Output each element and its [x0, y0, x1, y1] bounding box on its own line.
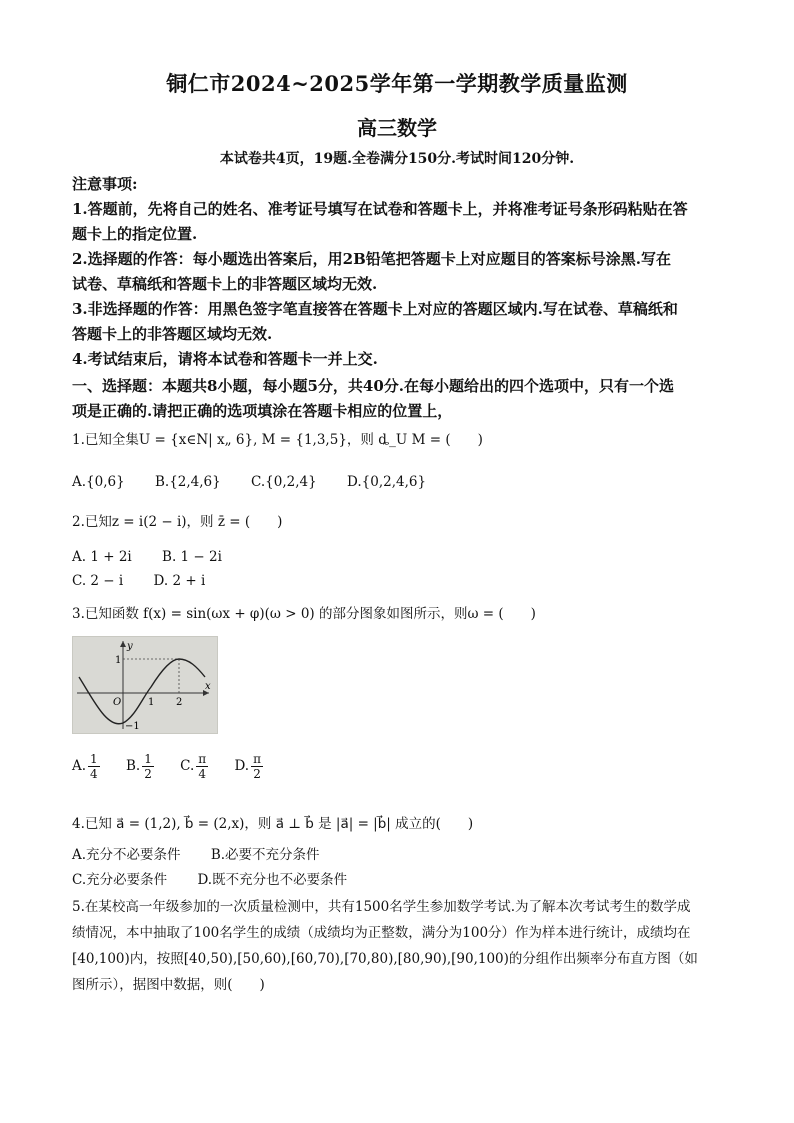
exam-info: 本试卷共4页，19题.全卷满分150分.考试时间120分钟. — [219, 151, 575, 167]
graph-label-x: x — [205, 681, 211, 692]
denominator: 4 — [90, 767, 98, 781]
question-4-stem: 4.已知 a⃗ = (1,2), b⃗ = (2,x)，则 a⃗ ⊥ b⃗ 是 |a⃗| = |b⃗| 成立的( ) — [72, 816, 474, 832]
option-c: C.充分必要条件 — [72, 872, 168, 888]
question-5-line: 绩情况，本中抽取了100名学生的成绩（成绩均为正整数，满分为100分）作为样本进行统计，成绩均在 — [72, 925, 691, 941]
denominator: 4 — [198, 767, 207, 781]
option-a — [72, 752, 100, 781]
fraction — [142, 752, 154, 781]
question-2-options-row2 — [72, 569, 231, 593]
graph-label-x2: 2 — [176, 697, 183, 708]
sine-graph-figure — [72, 636, 218, 734]
note-line: 4.考试结束后，请将本试卷和答题卡一并上交. — [72, 350, 378, 368]
fraction — [251, 752, 263, 781]
option-letter: D. — [234, 758, 250, 774]
option-b — [126, 752, 154, 781]
question-5-stem — [72, 894, 752, 998]
option-b: B.{2,4,6} — [155, 474, 221, 490]
numerator: 1 — [144, 752, 152, 766]
notes-section — [72, 172, 732, 424]
graph-label-x1: 1 — [148, 697, 155, 708]
option-c — [180, 752, 208, 781]
question-4-options-row2 — [72, 868, 373, 892]
question-3-options — [72, 752, 285, 781]
graph-label-y-min: −1 — [125, 721, 140, 732]
question-2-stem: 2.已知z = i(2 − i)，则 z̄ = ( ) — [72, 514, 283, 530]
question-5-line: 图所示），据图中数据，则( ) — [72, 977, 265, 993]
question-1-stem: 1.已知全集U = {x∈N| x„ 6}, M = {1,3,5}，则 ȡ_U M = ( ) — [72, 432, 483, 448]
question-2-options-row1 — [72, 545, 248, 569]
question-4-options-row1 — [72, 843, 346, 867]
question-3-stem: 3.已知函数 f(x) = sin(ωx + φ)(ω > 0) 的部分图象如图所示，则ω = ( ) — [72, 606, 536, 622]
note-line: 答题卡上的非答题区域均无效. — [72, 325, 273, 343]
option-letter: C. — [180, 758, 195, 774]
exam-subject: 高三数学 — [357, 116, 437, 140]
denominator: 2 — [144, 767, 152, 781]
note-line: 2.选择题的作答：每小题选出答案后，用2B铅笔把答题卡上对应题目的答案标号涂黑.写在 — [72, 250, 672, 268]
option-b: B.必要不充分条件 — [210, 847, 320, 863]
option-d: D. 2 + i — [153, 573, 206, 589]
graph-label-y: y — [127, 641, 133, 652]
option-d — [234, 752, 263, 781]
denominator: 2 — [253, 767, 261, 781]
option-c: C. 2 − i — [72, 573, 124, 589]
graph-label-y-max: 1 — [115, 655, 122, 666]
fraction — [196, 752, 208, 781]
option-d: D.{0,2,4,6} — [347, 474, 427, 490]
numerator: π — [253, 752, 261, 766]
section-heading-line: 项是正确的.请把正确的选项填涂在答题卡相应的位置上， — [72, 402, 453, 420]
option-a: A.{0,6} — [72, 474, 125, 490]
sine-graph-svg — [73, 637, 217, 733]
option-a: A. 1 + 2i — [72, 549, 132, 565]
section-heading-line: 一、选择题：本题共8小题，每小题5分，共40分.在每小题给出的四个选项中，只有一个选 — [72, 377, 674, 395]
numerator: π — [198, 752, 207, 766]
option-a: A.充分不必要条件 — [72, 847, 181, 863]
graph-label-origin: O — [113, 697, 122, 708]
question-5-line: [40,100)内，按照[40,50),[50,60),[60,70),[70,80),[80,90),[90,100)的分组作出频率分布直方图（如 — [72, 951, 698, 967]
option-c: C.{0,2,4} — [251, 474, 317, 490]
notes-heading: 注意事项: — [72, 175, 138, 193]
note-line: 题卡上的指定位置. — [72, 225, 198, 243]
question-5-line: 5.在某校高一年级参加的一次质量检测中，共有1500名学生参加数学考试.为了解本次考试考生的数学成 — [72, 899, 691, 915]
exam-title: 铜仁市2024~2025学年第一学期教学质量监测 — [166, 71, 628, 96]
sine-curve — [79, 659, 205, 724]
numerator: 1 — [90, 752, 98, 766]
note-line: 1.答题前，先将自己的姓名、准考证号填写在试卷和答题卡上，并将准考证号条形码粘贴在答 — [72, 200, 688, 218]
question-1-options — [72, 470, 452, 494]
option-letter: A. — [72, 758, 87, 774]
note-line: 3.非选择题的作答：用黑色签字笔直接答在答题卡上对应的答题区域内.写在试卷、草稿纸和 — [72, 300, 678, 318]
option-b: B. 1 − 2i — [162, 549, 222, 565]
y-axis-arrow — [120, 641, 126, 647]
option-letter: B. — [125, 758, 141, 774]
option-d: D.既不充分也不必要条件 — [197, 872, 348, 888]
fraction — [88, 752, 100, 781]
note-line: 试卷、草稿纸和答题卡上的非答题区域均无效. — [72, 275, 378, 293]
